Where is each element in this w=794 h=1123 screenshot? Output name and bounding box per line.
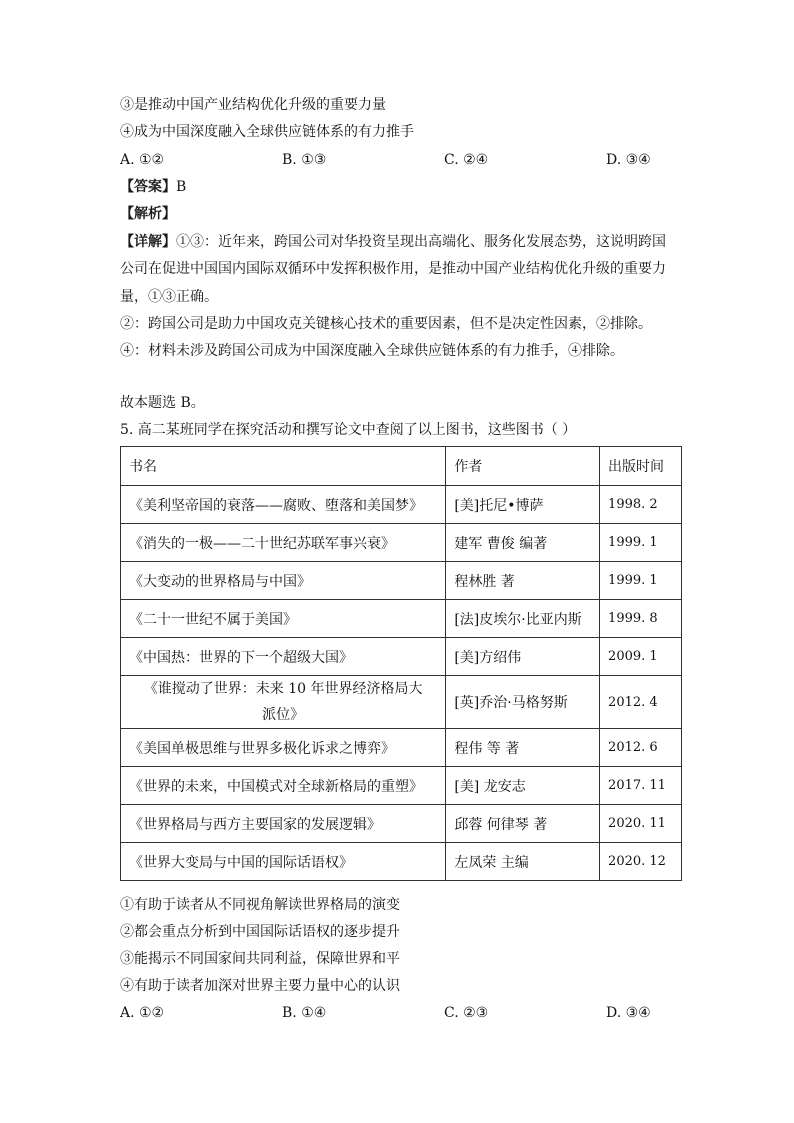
q5-statement-1: ①有助于读者从不同视角解读世界格局的演变 [120, 897, 400, 913]
table-row [121, 843, 682, 881]
book-title: 《消失的一极——二十世纪苏联军事兴衰》 [121, 524, 446, 562]
table-row [121, 805, 682, 843]
book-author: [美]托尼•博萨 [446, 486, 600, 524]
book-date: 1999. 1 [600, 562, 682, 600]
book-date: 2012. 4 [600, 676, 682, 729]
book-date: 2012. 6 [600, 729, 682, 767]
book-date: 1998. 2 [600, 486, 682, 524]
q4-option-a[interactable]: A. ①② [120, 152, 165, 168]
book-title: 《美利坚帝国的衰落——腐败、堕落和美国梦》 [121, 486, 446, 524]
analysis-line-4: ②：跨国公司是助力中国攻克关键核心技术的重要因素，但不是决定性因素，②排除。 [120, 316, 652, 332]
book-date: 2020. 12 [600, 843, 682, 881]
analysis-line-3: 量，①③正确。 [120, 289, 218, 305]
q4-option-b[interactable]: B. ①③ [282, 152, 327, 168]
answer-label: 【答案】 [120, 179, 176, 195]
book-title: 《世界格局与西方主要国家的发展逻辑》 [121, 805, 446, 843]
book-title: 《谁搅动了世界：未来 10 年世界经济格局大派位》 [121, 676, 446, 729]
book-title: 《世界大变局与中国的国际话语权》 [121, 843, 446, 881]
header-title: 书名 [121, 447, 446, 486]
table-header-row [121, 447, 682, 486]
q5-option-c[interactable]: C. ②③ [444, 1005, 489, 1021]
table-row [121, 524, 682, 562]
answer-value: B [176, 179, 187, 195]
book-author: 邱蓉 何律琴 著 [446, 805, 600, 843]
book-title: 《中国热：世界的下一个超级大国》 [121, 638, 446, 676]
analysis-line-5: ④：材料未涉及跨国公司成为中国深度融入全球供应链体系的有力推手，④排除。 [120, 343, 624, 359]
detail-label: 【详解】 [120, 234, 176, 250]
book-author: [法]皮埃尔·比亚内斯 [446, 600, 600, 638]
book-author: 左凤荣 主编 [446, 843, 600, 881]
q5-option-d[interactable]: D. ③④ [606, 1005, 651, 1021]
q5-statement-4: ④有助于读者加深对世界主要力量中心的认识 [120, 978, 400, 994]
statement-3: ③是推动中国产业结构优化升级的重要力量 [120, 97, 386, 113]
book-author: 程林胜 著 [446, 562, 600, 600]
book-title: 《世界的未来，中国模式对全球新格局的重塑》 [121, 767, 446, 805]
header-date: 出版时间 [600, 447, 682, 486]
table-row [121, 767, 682, 805]
book-author: [英]乔治·马格努斯 [446, 676, 600, 729]
book-date: 2017. 11 [600, 767, 682, 805]
analysis-label: 【解析】 [120, 206, 176, 222]
table-row [121, 562, 682, 600]
q5-option-b[interactable]: B. ①④ [282, 1005, 327, 1021]
table-row [121, 729, 682, 767]
book-title: 《二十一世纪不属于美国》 [121, 600, 446, 638]
q5-statement-3: ③能揭示不同国家间共同利益，保障世界和平 [120, 951, 400, 967]
header-author: 作者 [446, 447, 600, 486]
q5-option-a[interactable]: A. ①② [120, 1005, 165, 1021]
q4-option-d[interactable]: D. ③④ [606, 152, 651, 168]
book-title: 《大变动的世界格局与中国》 [121, 562, 446, 600]
q5-stem: 5. 高二某班同学在探究活动和撰写论文中查阅了以上图书，这些图书（ ） [120, 422, 577, 438]
book-table [120, 446, 682, 881]
book-date: 2009. 1 [600, 638, 682, 676]
book-date: 1999. 8 [600, 600, 682, 638]
q5-statement-2: ②都会重点分析到中国国际话语权的逐步提升 [120, 924, 400, 940]
analysis-line-1 [120, 232, 666, 252]
q4-option-c[interactable]: C. ②④ [444, 152, 489, 168]
table-row [121, 600, 682, 638]
book-date: 2020. 11 [600, 805, 682, 843]
table-row [121, 676, 682, 729]
book-title: 《美国单极思维与世界多极化诉求之博弈》 [121, 729, 446, 767]
table-row [121, 486, 682, 524]
table-row [121, 638, 682, 676]
analysis-line-2: 公司在促进中国国内国际双循环中发挥积极作用，是推动中国产业结构优化升级的重要力 [120, 261, 666, 277]
book-author: [美] 龙安志 [446, 767, 600, 805]
book-date: 1999. 1 [600, 524, 682, 562]
statement-4: ④成为中国深度融入全球供应链体系的有力推手 [120, 124, 414, 140]
analysis-conclusion: 故本题选 B。 [120, 395, 205, 411]
analysis-text-1: ①③：近年来，跨国公司对华投资呈现出高端化、服务化发展态势，这说明跨国 [176, 234, 666, 250]
book-author: 程伟 等 著 [446, 729, 600, 767]
book-author: [美]方绍伟 [446, 638, 600, 676]
book-author: 建军 曹俊 编著 [446, 524, 600, 562]
answer-line [120, 177, 186, 197]
